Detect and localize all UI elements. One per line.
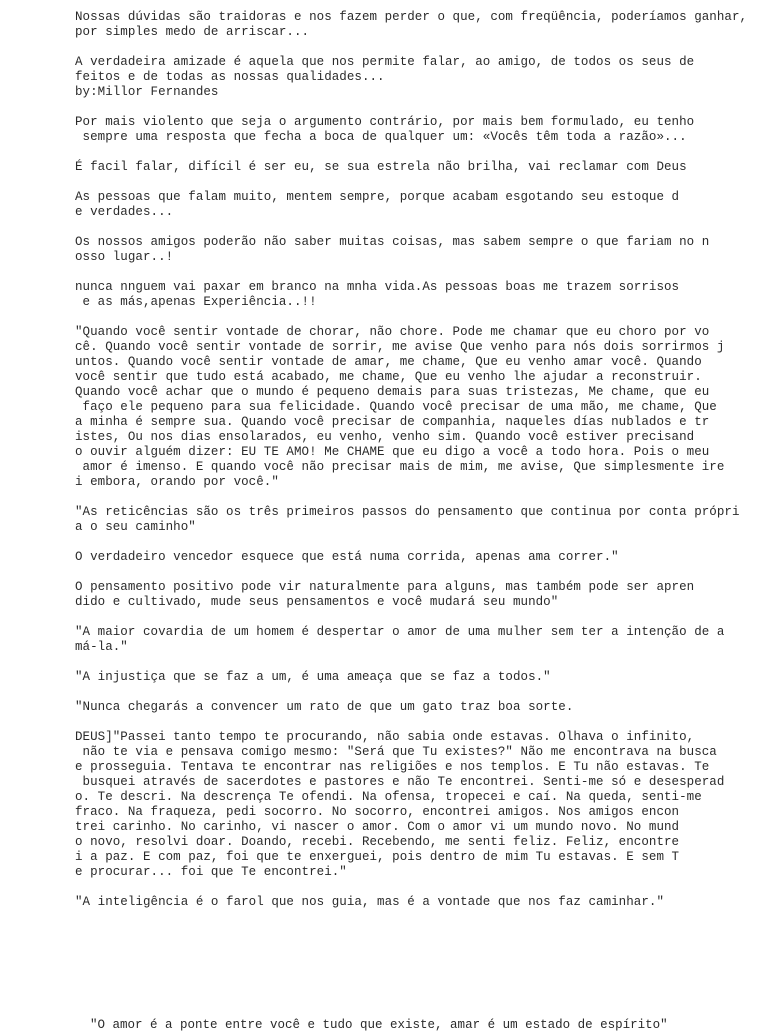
text-line: Por mais violento que seja o argumento contrário, por mais bem formulado, eu tenho bbox=[75, 115, 695, 129]
text-line: você sentir que tudo está acabado, me chame, Que eu venho lhe ajudar a reconstruir. bbox=[75, 370, 702, 384]
text-line: "As reticências são os três primeiros passos do pensamento que continua por conta própri bbox=[75, 505, 740, 519]
text-paragraph bbox=[75, 55, 755, 100]
text-line: faço ele pequeno para sua felicidade. Quando você precisar de uma mão, me chame, Que bbox=[75, 400, 717, 414]
text-line: "A maior covardia de um homem é despertar o amor de uma mulher sem ter a intenção de a bbox=[75, 625, 725, 639]
text-line: não te via e pensava comigo mesmo: "Será que Tu existes?" Não me encontrava na busca bbox=[75, 745, 717, 759]
text-line: fraco. Na fraqueza, pedi socorro. No socorro, encontrei amigos. Nos amigos encon bbox=[75, 805, 680, 819]
text-paragraph bbox=[75, 700, 755, 715]
text-paragraph bbox=[75, 730, 755, 880]
text-line: sempre uma resposta que fecha a boca de qualquer um: «Vocês têm toda a razão»... bbox=[75, 130, 687, 144]
text-line: É facil falar, difícil é ser eu, se sua estrela não brilha, vai reclamar com Deus bbox=[75, 160, 687, 174]
text-line: nunca nnguem vai paxar em branco na mnha vida.As pessoas boas me trazem sorrisos bbox=[75, 280, 680, 294]
text-line: e prosseguia. Tentava te encontrar nas religiões e nos templos. E Tu não estavas. Te bbox=[75, 760, 710, 774]
text-paragraph bbox=[75, 115, 755, 145]
text-line: Os nossos amigos poderão não saber muitas coisas, mas sabem sempre o que fariam no n bbox=[75, 235, 710, 249]
text-line: "Nunca chegarás a convencer um rato de que um gato traz boa sorte. bbox=[75, 700, 574, 714]
cutoff-line-text: "O amor é a ponte entre você e tudo que existe, amar é um estado de espírito" bbox=[75, 1018, 683, 1032]
cutoff-text-line bbox=[75, 1018, 755, 1032]
text-paragraph bbox=[75, 550, 755, 565]
text-line: O pensamento positivo pode vir naturalmente para alguns, mas também pode ser apren bbox=[75, 580, 695, 594]
text-line: cê. Quando você sentir vontade de sorrir, me avise Que venho para nós dois sorrirmos j bbox=[75, 340, 725, 354]
text-line: untos. Quando você sentir vontade de amar, me chame, Que eu venho amar você. Quando bbox=[75, 355, 702, 369]
text-paragraph bbox=[75, 895, 755, 910]
text-paragraph bbox=[75, 280, 755, 310]
text-paragraph bbox=[75, 160, 755, 175]
text-line: i a paz. E com paz, foi que te enxerguei, pois dentro de mim Tu estavas. E sem T bbox=[75, 850, 680, 864]
text-line: istes, Ou nos dias ensolarados, eu venho, venho sim. Quando você estiver precisand bbox=[75, 430, 695, 444]
text-line: by:Millor Fernandes bbox=[75, 85, 219, 99]
text-line: "Quando você sentir vontade de chorar, não chore. Pode me chamar que eu choro por vo bbox=[75, 325, 710, 339]
text-paragraph bbox=[75, 580, 755, 610]
text-paragraph bbox=[75, 670, 755, 685]
text-line: e as más,apenas Experiência..!! bbox=[75, 295, 317, 309]
document-body bbox=[75, 10, 755, 925]
text-line: O verdadeiro vencedor esquece que está numa corrida, apenas ama correr." bbox=[75, 550, 619, 564]
text-line: DEUS]"Passei tanto tempo te procurando, não sabia onde estavas. Olhava o infinito, bbox=[75, 730, 695, 744]
text-paragraph bbox=[75, 235, 755, 265]
text-line: "A inteligência é o farol que nos guia, mas é a vontade que nos faz caminhar." bbox=[75, 895, 664, 909]
text-line: "A injustiça que se faz a um, é uma ameaça que se faz a todos." bbox=[75, 670, 551, 684]
text-paragraph bbox=[75, 325, 755, 490]
text-paragraph bbox=[75, 505, 755, 535]
text-line: e verdades... bbox=[75, 205, 174, 219]
text-line: o ouvir alguém dizer: EU TE AMO! Me CHAME que eu digo a você a todo hora. Pois o meu bbox=[75, 445, 710, 459]
text-line: dido e cultivado, mude seus pensamentos e você mudará seu mundo" bbox=[75, 595, 559, 609]
text-line: a minha é sempre sua. Quando você precisar de companhia, naqueles días nublados e tr bbox=[75, 415, 710, 429]
text-line: por simples medo de arriscar... bbox=[75, 25, 310, 39]
text-paragraph bbox=[75, 10, 755, 40]
text-line: trei carinho. No carinho, vi nascer o amor. Com o amor vi um mundo novo. No mund bbox=[75, 820, 680, 834]
text-line: a o seu caminho" bbox=[75, 520, 196, 534]
text-line: i embora, orando por você." bbox=[75, 475, 279, 489]
text-line: feitos e de todas as nossas qualidades... bbox=[75, 70, 385, 84]
text-line: A verdadeira amizade é aquela que nos permite falar, ao amigo, de todos os seus de bbox=[75, 55, 695, 69]
text-line: Quando você achar que o mundo é pequeno demais para suas tristezas, Me chame, que eu bbox=[75, 385, 710, 399]
text-line: e procurar... foi que Te encontrei." bbox=[75, 865, 347, 879]
text-paragraph bbox=[75, 625, 755, 655]
text-line: busquei através de sacerdotes e pastores e não Te encontrei. Senti-me só e desesperad bbox=[75, 775, 725, 789]
text-line: Nossas dúvidas são traidoras e nos fazem perder o que, com freqüência, poderíamos ganhar, bbox=[75, 10, 748, 24]
text-line: osso lugar..! bbox=[75, 250, 174, 264]
text-line: o novo, resolvi doar. Doando, recebi. Recebendo, me senti feliz. Feliz, encontre bbox=[75, 835, 680, 849]
text-line: o. Te descri. Na descrença Te ofendi. Na ofensa, tropecei e caí. Na queda, senti-me bbox=[75, 790, 702, 804]
text-line: amor é imenso. E quando você não precisar mais de mim, me avise, Que simplesmente ire bbox=[75, 460, 725, 474]
text-paragraph bbox=[75, 190, 755, 220]
text-line: As pessoas que falam muito, mentem sempre, porque acabam esgotando seu estoque d bbox=[75, 190, 680, 204]
text-line: má-la." bbox=[75, 640, 128, 654]
